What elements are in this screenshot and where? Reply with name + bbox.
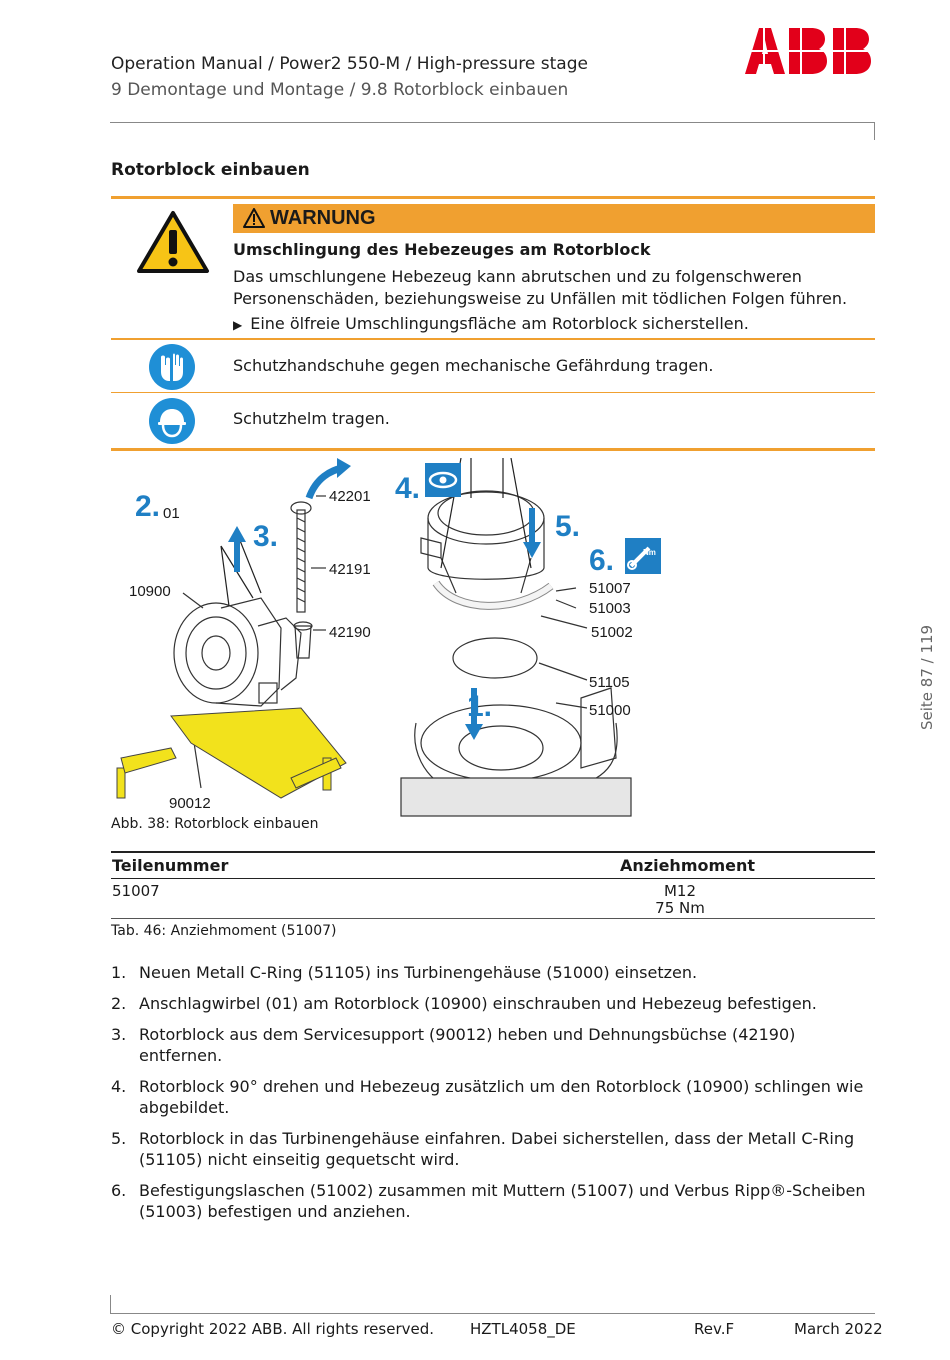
label-01: 01 [163,505,180,522]
warning-text: Das umschlungene Hebezeug kann abrutschen und zu folgenschweren Personenschäden, beziehungsweise zu Unfällen mit tödlichen Folgen führen. [233,267,848,308]
warning-triangle-icon [136,210,210,278]
fig-step-3: 3. [253,520,279,553]
list-item [111,1024,871,1066]
label-42191: 42191 [329,561,371,578]
table-cell-part: 51007 [112,882,160,900]
footer-date: March 2022 [794,1320,883,1338]
label-10900: 10900 [129,583,171,600]
header-rule-tick [874,122,875,140]
list-item [111,1180,871,1222]
label-51007: 51007 [589,580,631,597]
footer-revision: Rev.F [694,1320,735,1338]
step-number: 1. [111,963,127,982]
figure-caption: Abb. 38: Rotorblock einbauen [111,816,319,832]
section-title: Rotorblock einbauen [111,160,310,180]
service-support [117,708,346,798]
ppe-helmet-text: Schutzhelm tragen. [233,409,390,428]
step-text: Neuen Metall C-Ring (51105) ins Turbinengehäuse (51000) einsetzen. [139,963,698,982]
warning-separator [111,338,875,340]
list-item [111,1128,871,1170]
fig-step-5: 5. [555,510,581,543]
header-rule [110,122,875,123]
label-51002: 51002 [591,624,633,641]
header-title: Operation Manual / Power2 550-M / High-pressure stage [111,54,588,74]
step-number: 6. [111,1181,127,1200]
abb-logo [743,26,875,76]
list-item [111,1076,871,1118]
table-header-torque: Anziehmoment [620,856,756,875]
label-51000: 51000 [589,702,631,719]
ppe-separator [111,392,875,393]
fig-step-1: 1. [467,690,493,723]
table-cell-size: M12 [663,882,697,900]
footer-copyright: © Copyright 2022 ABB. All rights reserved. [111,1320,435,1338]
procedure-steps [111,962,871,1232]
footer-rule-tick [110,1295,111,1313]
fig-step-4: 4. [395,472,421,505]
list-item [111,962,871,983]
footer-rule [110,1313,875,1314]
table-top-rule [111,851,875,853]
step-number: 2. [111,994,127,1013]
table-cell-torque: 75 Nm [655,899,705,917]
gloves-icon [149,344,195,394]
label-51003: 51003 [589,600,631,617]
step-number: 5. [111,1129,127,1148]
warning-top-rule [111,196,875,199]
label-90012: 90012 [169,795,211,812]
assembly-figure [111,458,671,820]
warning-action-text: Eine ölfreie Umschlingungsfläche am Rotorblock sicherstellen. [250,314,749,333]
warning-subtitle: Umschlingung des Hebezeuges am Rotorblock [233,240,651,259]
warning-label: WARNUNG [270,207,376,229]
fig-step-2: 2. [135,490,161,523]
step-text: Rotorblock in das Turbinengehäuse einfahren. Dabei sicherstellen, dass der Metall C-Ring (51105) nicht einseitig gequetscht wird. [139,1129,855,1169]
label-51105: 51105 [589,674,630,691]
warning-bottom-rule [111,448,875,451]
table-caption: Tab. 46: Anziehmoment (51007) [111,923,337,939]
header-breadcrumb: 9 Demontage und Montage / 9.8 Rotorblock einbauen [111,80,569,100]
step-number: 3. [111,1025,127,1044]
fig-step-6: 6. [589,544,615,577]
table-header-part: Teilenummer [112,856,229,875]
table-header-rule [111,878,875,879]
label-42190: 42190 [329,624,371,641]
step-text: Rotorblock aus dem Servicesupport (90012) heben und Dehnungsbüchse (42190) entfernen. [139,1025,796,1065]
step-text: Rotorblock 90° drehen und Hebezeug zusätzlich um den Rotorblock (10900) schlingen wie abgebildet. [139,1077,864,1117]
table-bottom-rule [111,918,875,919]
step-text: Anschlagwirbel (01) am Rotorblock (10900) einschrauben und Hebezeug befestigen. [139,994,817,1013]
ppe-gloves-text: Schutzhandschuhe gegen mechanische Gefährdung tragen. [233,356,714,375]
action-arrow-icon: ▶ [233,318,243,332]
label-42201: 42201 [329,488,371,505]
warning-small-icon [243,208,265,232]
list-item [111,993,871,1014]
warning-action [233,314,749,333]
nm-label: Nm [643,548,656,557]
step-number: 4. [111,1077,127,1096]
step-text: Befestigungslaschen (51002) zusammen mit Muttern (51007) und Verbus Ripp®-Scheiben (51003) befestigen und anziehen. [139,1181,866,1221]
page-number: Seite 87 / 119 [918,624,936,730]
helmet-icon [149,398,195,448]
footer-doc-id: HZTL4058_DE [470,1320,576,1338]
